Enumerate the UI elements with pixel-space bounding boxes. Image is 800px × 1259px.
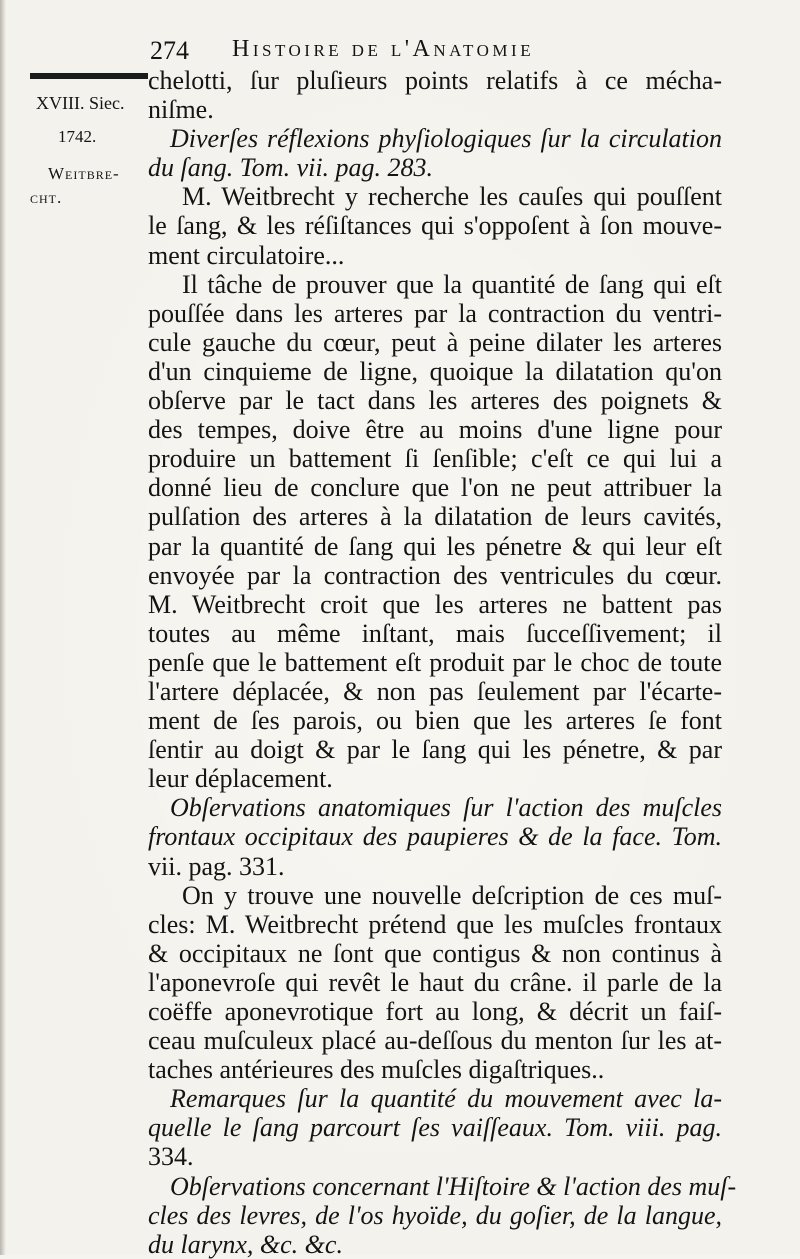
margin-rule (30, 73, 148, 79)
text-line: & occipitaux ne ſont que contigus & non continus à (148, 938, 722, 968)
text-line: envoyée par la contraction des ventricules du cœur. (148, 560, 722, 590)
page-number: 274 (150, 36, 189, 65)
text-line: chelotti, ſur pluſieurs points relatifs à ce mécha- (148, 66, 722, 95)
text-line: pouſſée dans les arteres par la contraction du ventri- (148, 298, 722, 328)
text-line: cles: M. Weitbrecht prétend que les muſcles frontaux (148, 909, 722, 939)
text-line: ment de ſes parois, ou bien que les arteres ſe font (148, 706, 722, 736)
section-title-line: cles des levres, de l'os hyoïde, du goſier, de la langue, (148, 1200, 722, 1230)
section-title-line: Obſervations anatomiques ſur l'action des muſcles (170, 793, 722, 823)
margin-note-author: Weitbre- (48, 164, 120, 183)
text-line: d'un cinquieme de ligne, quoique la dilatation qu'on (148, 356, 722, 386)
text-line: On y trouve une nouvelle deſcription de ces muſ- (182, 880, 722, 910)
text-line: produire un battement ſi ſenſible; c'eſt ce qui lui a (148, 444, 722, 474)
text-line: taches antérieures des muſcles digaſtriques.. (148, 1055, 605, 1085)
text-line: donné lieu de conclure que l'on ne peut attribuer la (148, 473, 722, 503)
text-line: M. Weitbrecht croit que les arteres ne battent pas (148, 589, 722, 619)
text-line: penſe que le battement eſt produit par le choc de toute (148, 647, 722, 677)
text-line: toutes au même inſtant, mais ſucceſſivement; il (148, 618, 722, 648)
body-text (148, 66, 737, 1259)
text-line: obſerve par le tact dans les arteres des poignets & (148, 386, 722, 416)
text-line: ceau muſculeux placé au-deſſous du menton ſur les at- (148, 1026, 722, 1056)
text-line: des tempes, doive être au moins d'une ligne pour (148, 415, 722, 445)
text-line: par la quantité de ſang qui les pénetre & qui leur eſt (148, 531, 722, 561)
section-title-line: frontaux occipitaux des paupieres & de la face. Tom. (148, 822, 722, 852)
margin-note-author-cont: cht. (30, 188, 63, 207)
section-title-line: du ſang. Tom. vii. pag. 283. (148, 153, 434, 183)
text-line: cule gauche du cœur, peut à peine dilater les arteres (148, 327, 722, 357)
section-title-line: vii. pag. 331. (148, 851, 285, 881)
section-title-line: quelle le ſang parcourt ſes vaiſſeaux. Tom. viii. pag. (148, 1113, 722, 1143)
text-line: le ſang, & les réſiſtances qui s'oppoſent à ſon mouve- (148, 211, 722, 241)
section-title-line: 334. (148, 1142, 194, 1172)
page-header (150, 30, 710, 70)
text-line: M. Weitbrecht y recherche les cauſes qui pouſſent (182, 182, 722, 212)
page-edge-shadow (0, 0, 6, 1255)
text-line: ment circulatoire... (148, 240, 345, 270)
section-title-line: Diverſes réflexions phyſiologiques ſur la circulation (170, 124, 722, 154)
section-title-line: du larynx, &c. &c. (148, 1229, 343, 1259)
text-line: l'artere déplacée, & non pas ſeulement par l'écarte- (148, 676, 722, 706)
section-title-line: Obſervations concernant l'Hiſtoire & l'action des muſ- (170, 1171, 737, 1201)
running-head: Histoire de l'Anatomie (232, 36, 535, 62)
text-line: pulſation des arteres à la dilatation de leurs cavités, (148, 502, 722, 532)
text-line: ſentir au doigt & par le ſang qui les pénetre, & par (148, 735, 722, 765)
text-line: Il tâche de prouver que la quantité de ſang qui eſt (182, 269, 722, 299)
section-title-line: Remarques ſur la quantité du mouvement avec la- (170, 1084, 722, 1114)
text-line: l'aponevroſe qui revêt le haut du crâne. il parle de la (148, 967, 722, 997)
text-line: leur déplacement. (148, 764, 333, 794)
margin-note-year: 1742. (58, 127, 97, 146)
text-line: niſme. (148, 95, 214, 125)
text-line: coëffe aponevrotique fort au long, & décrit un faiſ- (148, 997, 722, 1026)
margin-note-century: XVIII. Siec. (36, 93, 125, 113)
